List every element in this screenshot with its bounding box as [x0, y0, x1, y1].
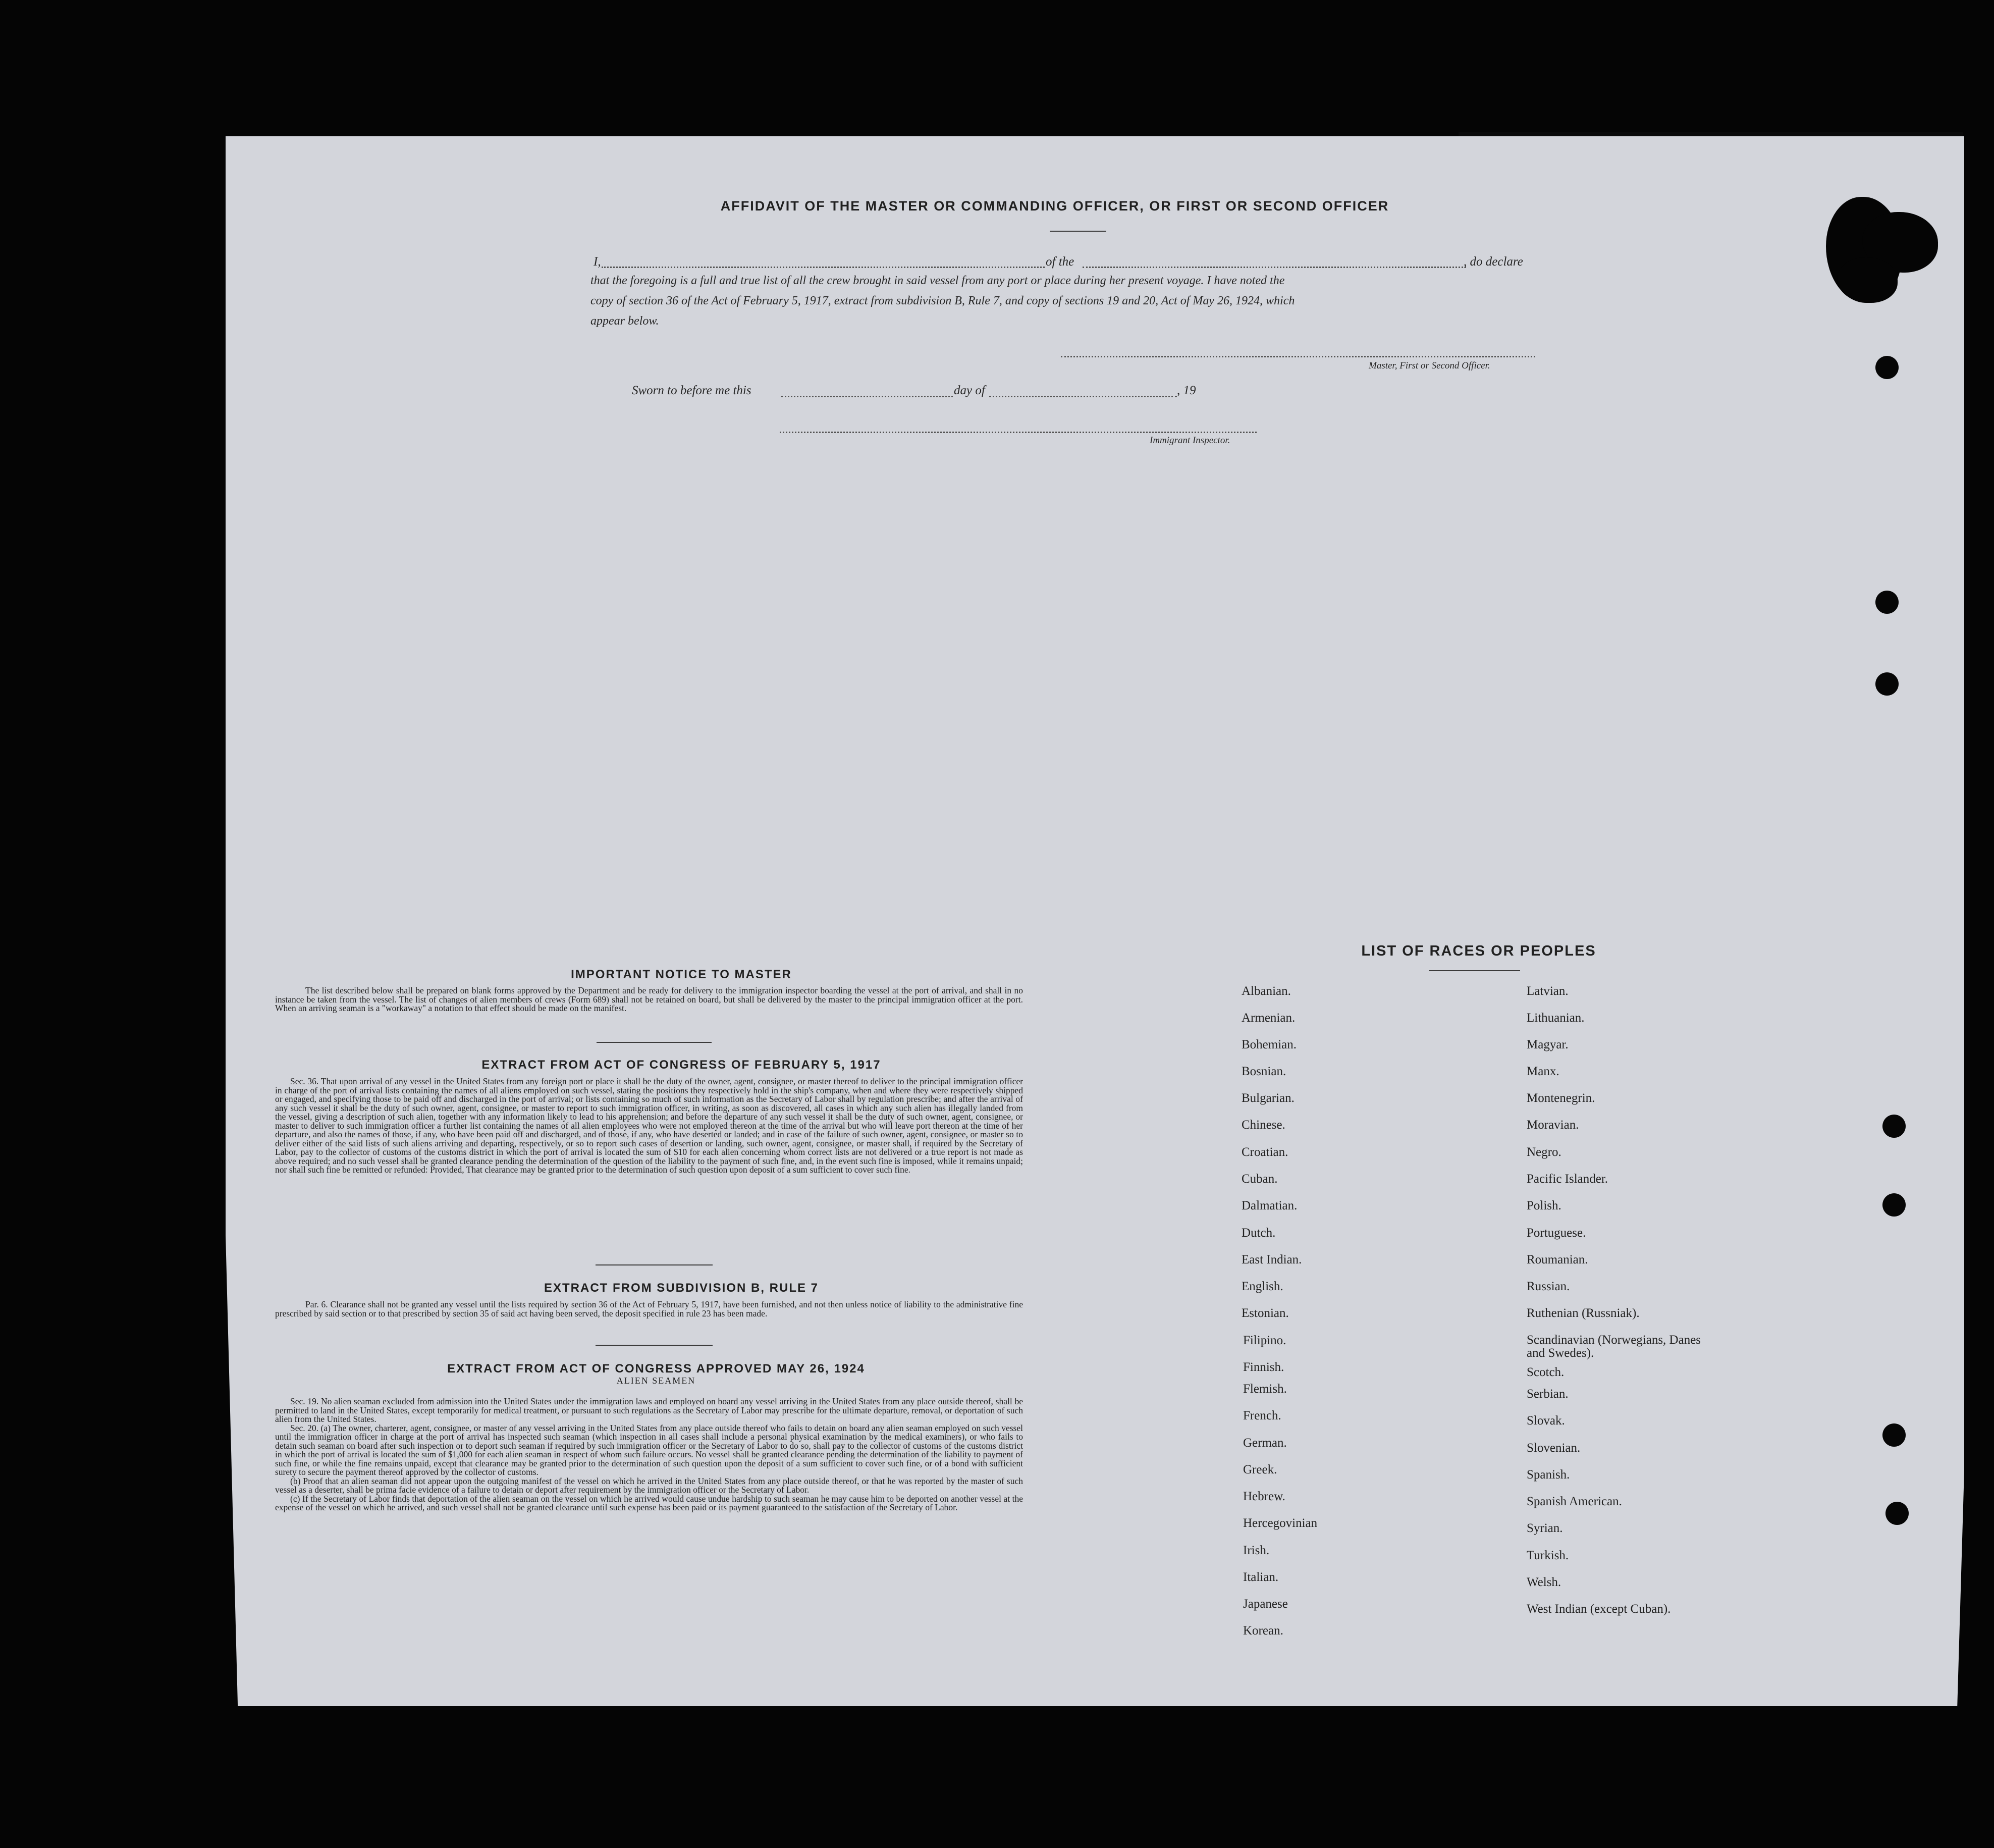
- race-left-item: Chinese.: [1242, 1118, 1285, 1132]
- sworn-day-line: [781, 396, 953, 397]
- race-left-item: Flemish.: [1243, 1382, 1287, 1396]
- race-left-item: Korean.: [1243, 1624, 1283, 1638]
- extract-1924-subtitle: ALIEN SEAMEN: [616, 1376, 696, 1386]
- race-left-item: Bulgarian.: [1242, 1091, 1295, 1105]
- race-right-item: Lithuanian.: [1527, 1011, 1585, 1025]
- extract-1917-title: EXTRACT FROM ACT OF CONGRESS OF FEBRUARY 5, 1917: [481, 1058, 881, 1072]
- race-left-item: Dalmatian.: [1242, 1199, 1298, 1212]
- race-right-item: Serbian.: [1527, 1387, 1569, 1401]
- race-left-item: Hebrew.: [1243, 1490, 1285, 1503]
- race-right-item: Syrian.: [1527, 1521, 1563, 1535]
- sworn-month-line: [989, 396, 1177, 397]
- sec19-paragraph: Sec. 19. No alien seaman excluded from admission into the United States under the immigration laws and employed on board any vessel arriving in the United States from any place outside thereof, shall be permitted to land in the United States, except temporarily for medical treatment, or pursuant to such regulations as the Secretary of Labor may prescribe for the ultimate departure, removal, or deportation of such alien from the United States.: [275, 1396, 1023, 1424]
- inspector-signature-line: [780, 432, 1257, 433]
- race-right-item: Spanish American.: [1527, 1495, 1622, 1508]
- race-left-item: Filipino.: [1243, 1334, 1286, 1347]
- sec20c-paragraph: (c) If the Secretary of Labor finds that deportation of the alien seaman on the vessel on which he arrived would cause undue hardship to such seaman he may cause him to be deported on another vessel at the expense of the vessel on which he arrived, and such vessel shall not be granted clearance until such expense has been paid or its payment guaranteed to the satisfaction of the Secretary of Labor.: [275, 1493, 1023, 1512]
- race-right-item: Russian.: [1527, 1280, 1570, 1293]
- race-right-item: Negro.: [1527, 1145, 1561, 1159]
- race-right-item: Turkish.: [1527, 1549, 1569, 1562]
- race-left-item: East Indian.: [1242, 1253, 1302, 1266]
- race-left-item: German.: [1243, 1436, 1287, 1450]
- section-divider: [596, 1264, 713, 1265]
- notice-paragraph: The list described below shall be prepared on blank forms approved by the Department and be ready for delivery to the immigration inspector boarding the vessel at the port of arrival, and shall in no instance be taken from the vessel. The list of changes of alien members of crews (Form 689) shall not be retained on board, but shall be delivered by the master to the principal immigration officer at the port. When an arriving seaman is a "workaway" a notation to that effect should be made on the manifest.: [275, 985, 1023, 1013]
- race-left-item: Croatian.: [1242, 1145, 1288, 1159]
- extract-1924-title: EXTRACT FROM ACT OF CONGRESS APPROVED MAY 26, 1924: [447, 1362, 865, 1376]
- extract-rule7-title: EXTRACT FROM SUBDIVISION B, RULE 7: [544, 1281, 819, 1295]
- sec20a-paragraph: Sec. 20. (a) The owner, charterer, agent, consignee, or master of any vessel arriving in the United States from any place outside thereof who fails to detain on board any alien seaman employed on such vessel until the immigration officer in charge at the port of arrival has inspected such seaman (which inspection in all cases shall include a personal physical examination by the medical examiners), or who fails to detain such seaman on board after such inspection or to deport such seaman if required by such immigration officer or the Secretary of Labor to do so, shall pay to the collector of customs of the customs district in which the port of arrival is located the sum of $1,000 for each alien seaman in respect of whom such failure occurs. No vessel shall be granted clearance pending the determination of the liability to payment of such fine, or while the fine remains unpaid, except that clearance may be granted prior to the determination of such question upon the deposit of a sum sufficient to cover such fine, or of a bond with sufficient surety to secure the payment thereof approved by the collector of customs.: [275, 1422, 1023, 1477]
- race-right-item: Scotch.: [1527, 1365, 1565, 1379]
- affidavit-line-4: appear below.: [590, 314, 659, 328]
- race-right-item: Latvian.: [1527, 984, 1569, 998]
- race-left-item: Bosnian.: [1242, 1065, 1286, 1078]
- affidavit-do-declare: , do declare: [1464, 255, 1523, 269]
- sec20b-paragraph: (b) Proof that an alien seaman did not appear upon the outgoing manifest of the vessel on which he arrived in the United States from any place outside thereof, or that he was reported by the master of such vessel as a deserter, shall be prima facie evidence of a failure to detain or deport after requirement by the immigration officer or the Secretary of Labor.: [275, 1475, 1023, 1495]
- affidavit-line-3: copy of section 36 of the Act of February 5, 1917, extract from subdivision B, Rule 7, and copy of sections 19 and 20, Act of May 26, 1924, which: [590, 294, 1295, 307]
- affidavit-title: AFFIDAVIT OF THE MASTER OR COMMANDING OFFICER, OR FIRST OR SECOND OFFICER: [720, 198, 1389, 214]
- notice-text: [275, 986, 1023, 1013]
- punch-hole: [1882, 1423, 1906, 1447]
- races-title: LIST OF RACES OR PEOPLES: [1361, 943, 1596, 959]
- race-left-item: Albanian.: [1242, 984, 1291, 998]
- race-right-item: Welsh.: [1527, 1575, 1561, 1589]
- race-right-item: Ruthenian (Russniak).: [1527, 1306, 1640, 1320]
- race-right-item: West Indian (except Cuban).: [1527, 1602, 1671, 1616]
- race-right-item: Scandinavian (Norwegians, Danes and Swedes).: [1527, 1333, 1701, 1360]
- race-left-item: Cuban.: [1242, 1172, 1278, 1186]
- race-right-item: Polish.: [1527, 1199, 1561, 1212]
- race-right-item: Spanish.: [1527, 1468, 1570, 1482]
- sworn-year: , 19: [1177, 384, 1196, 397]
- affidavit-of-the: of the: [1046, 255, 1074, 269]
- race-right-item: Slovak.: [1527, 1414, 1565, 1428]
- extract-1924-text: [275, 1397, 1023, 1512]
- vessel-field-line: [1083, 267, 1466, 268]
- race-left-item: Hercegovinian: [1243, 1516, 1318, 1530]
- punch-hole: [1882, 1193, 1906, 1217]
- sworn-day-of: day of: [954, 384, 985, 397]
- punch-hole: [1885, 1502, 1909, 1525]
- race-right-item: Slovenian.: [1527, 1441, 1581, 1455]
- race-left-item: Greek.: [1243, 1463, 1277, 1476]
- extract-rule7-text: [275, 1300, 1023, 1318]
- race-right-item: Pacific Islander.: [1527, 1172, 1608, 1186]
- punch-hole: [1875, 672, 1899, 696]
- affidavit-line-2: that the foregoing is a full and true list of all the crew brought in said vessel from any port or place during her present voyage. I have noted the: [590, 274, 1285, 287]
- race-right-item: Moravian.: [1527, 1118, 1579, 1132]
- race-right-item: Portuguese.: [1527, 1226, 1586, 1240]
- race-left-item: Bohemian.: [1242, 1038, 1297, 1051]
- race-right-item: Magyar.: [1527, 1038, 1569, 1051]
- affidavit-i-label: I,: [594, 255, 601, 269]
- name-field-line: [602, 267, 1045, 268]
- race-right-item: Montenegrin.: [1527, 1091, 1595, 1105]
- race-left-item: Italian.: [1243, 1570, 1279, 1584]
- race-right-item: Roumanian.: [1527, 1253, 1588, 1266]
- race-right-item: Manx.: [1527, 1065, 1559, 1078]
- race-left-item: Dutch.: [1242, 1226, 1276, 1240]
- section-divider: [596, 1345, 713, 1346]
- master-signature-label: Master, First or Second Officer.: [1369, 360, 1490, 371]
- punch-hole: [1875, 356, 1899, 379]
- race-left-item: Estonian.: [1242, 1306, 1289, 1320]
- extract-rule7-paragraph: Par. 6. Clearance shall not be granted any vessel until the lists required by section 36 of the Act of February 5, 1917, have been furnished, and not then unless notice of liability to the administrative fine prescribed by said section or to that prescribed by section 35 of said act having been served, the deposit specified in rule 23 has been made.: [275, 1299, 1023, 1318]
- races-divider: [1429, 970, 1520, 971]
- inspector-label: Immigrant Inspector.: [1150, 435, 1230, 446]
- master-signature-line: [1061, 356, 1535, 357]
- punch-hole: [1882, 1115, 1906, 1138]
- race-left-item: French.: [1243, 1409, 1281, 1422]
- race-left-item: Japanese: [1243, 1597, 1288, 1611]
- race-left-item: Armenian.: [1242, 1011, 1296, 1025]
- punch-hole: [1875, 591, 1899, 614]
- title-divider: [1050, 231, 1106, 232]
- extract-1917-text: [275, 1077, 1023, 1175]
- race-left-item: English.: [1242, 1280, 1283, 1293]
- race-left-item: Irish.: [1243, 1544, 1270, 1557]
- race-left-item: Finnish.: [1243, 1360, 1284, 1374]
- section-divider: [597, 1042, 712, 1043]
- extract-1917-paragraph: Sec. 36. That upon arrival of any vessel in the United States from any foreign port or place it shall be the duty of the owner, agent, consignee, or master thereof to deliver to the principal immigration officer in charge of the port of arrival lists containing the names of all aliens employed on such vessel, stating the positions they respectively hold in the ship's company, when and where they were respectively shipped or engaged, and specifying those to be paid off and discharged in the port of arrival; or lists containing so much of such information as the Secretary of Labor shall by regulation prescribe; and after the arrival of any such vessel it shall be the duty of such owner, agent, consignee, or master to report to such immigration officer, in writing, as soon as discovered, all cases in which any such alien has illegally landed from the vessel, giving a description of such alien, together with any information likely to lead to his apprehension; and before the departure of any such vessel it shall be the duty of such owner, agent, consignee, or master to deliver to such immigration officer a further list containing the names of all alien employees who were not employed thereon at the time of the arrival but who will leave port thereon at the time of her departure, and also the names of those, if any, who have been paid off and discharged, and of those, if any, who have deserted or landed; and in case of the failure of such owner, agent, consignee, or master so to deliver either of the said lists of such aliens arriving and departing, respectively, or so to report such cases of desertion or landing, such owner, agent, consignee, or master shall, if required by the Secretary of Labor, pay to the collector of customs of the customs district in which the port of arrival is located the sum of $10 for each alien concerning whom correct lists are not delivered or a true report is not made as above required; and no such vessel shall be granted clearance pending the determination of the question of the liability to the payment of such fine, and, in the event such fine is imposed, while it remains unpaid; nor shall such fine be remitted or refunded: Provided, That clearance may be granted prior to the determination of such question upon deposit of a sum sufficient to cover such fine.: [275, 1076, 1023, 1175]
- notice-title: IMPORTANT NOTICE TO MASTER: [571, 968, 792, 981]
- sworn-prefix: Sworn to before me this: [632, 384, 751, 397]
